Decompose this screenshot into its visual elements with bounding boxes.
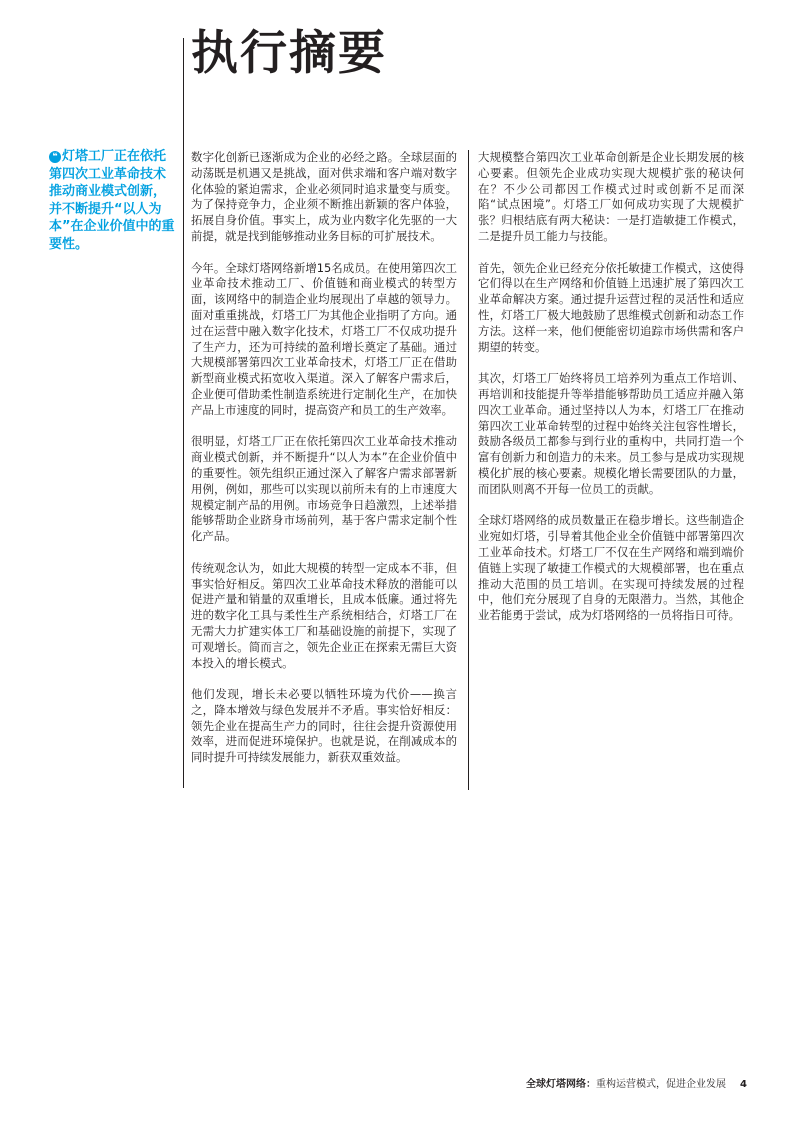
page-number: 4 <box>740 1079 747 1090</box>
body-column-2 <box>478 150 744 640</box>
pull-quote-text: 灯塔工厂正在依托第四次工业革命技术推动商业模式创新，并不断提升“以人为本”在企业价值中的重要性。 <box>49 149 175 252</box>
pull-quote <box>49 148 175 253</box>
title-rule <box>183 38 184 788</box>
paragraph: 数字化创新已逐渐成为企业的必经之路。全球层面的动荡既是机遇又是挑战，面对供求端和客户端对数字化体验的紧迫需求，企业必须同时追求量变与质变。为了保持竞争力，企业须不断推出新颖的客户体验，拓展自身价值。事实上，成为业内数字化先驱的一大前提，就是找到能够推动业务目标的可扩展技术。 <box>191 150 457 243</box>
paragraph: 今年。全球灯塔网络新增15名成员。在使用第四次工业革命技术推动工厂、价值链和商业模式的转型方面，该网络中的制造企业均展现出了卓越的领导力。面对重重挑战，灯塔工厂为其他企业指明了方向。通过在运营中融入数字化技术，灯塔工厂不仅成功提升了生产力，还为可持续的盈利增长奠定了基础。通过大规模部署第四次工业革命技术，灯塔工厂正在借助新型商业模式拓宽收入渠道。深入了解客户需求后，企业便可借助柔性制造系统进行定制化生产，在加快产品上市速度的同时，提高资产和员工的生产效率。 <box>191 260 457 417</box>
page-footer <box>526 1075 747 1090</box>
body-column-1 <box>191 150 457 782</box>
paragraph: 全球灯塔网络的成员数量正在稳步增长。这些制造企业宛如灯塔，引导着其他企业全价值链中部署第四次工业革命技术。灯塔工厂不仅在生产网络和端到端价值链上实现了敏捷工作模式的大规模部署，也在重点推动大范围的员工培训。在实现可持续发展的过程中，他们充分展现了自身的无限潜力。当然，其他企业若能勇于尝试，成为灯塔网络的一员将指日可待。 <box>478 513 744 623</box>
footer-brand: 全球灯塔网络： <box>526 1079 597 1090</box>
column-divider <box>468 150 469 790</box>
paragraph: 他们发现，增长未必要以牺牲环境为代价——换言之，降本增效与绿色发展并不矛盾。事实恰好相反：领先企业在提高生产力的同时，往往会提升资源使用效率，进而促进环境保护。也就是说，在削减成本的同时提升可持续发展能力，新获双重效益。 <box>191 687 457 765</box>
paragraph: 首先，领先企业已经充分依托敏捷工作模式，这使得它们得以在生产网络和价值链上迅速扩展了第四次工业革命解决方案。通过提升运营过程的灵活性和适应性，灯塔工厂极大地鼓励了思维模式创新和动态工作方法。这样一来，他们便能密切追踪市场供需和客户期望的转变。 <box>478 260 744 354</box>
paragraph: 传统观念认为，如此大规模的转型一定成本不菲，但事实恰好相反。第四次工业革命技术释放的潜能可以促进产量和销量的双重增长，且成本低廉。通过将先进的数字化工具与柔性生产系统相结合，灯塔工厂在无需大力扩建实体工厂和基础设施的前提下，实现了可观增长。简而言之，领先企业正在探索无需巨大资本投入的增长模式。 <box>191 560 457 670</box>
footer-subtitle: 重构运营模式，促进企业发展 <box>596 1079 727 1090</box>
page-title: 执行摘要 <box>191 26 387 81</box>
paragraph: 其次，灯塔工厂始终将员工培养列为重点工作培训、再培训和技能提升等举措能够帮助员工适应并融入第四次工业革命。通过坚持以人为本，灯塔工厂在推动第四次工业革命转型的过程中始终关注包容性增长，鼓励各级员工都参与到行业的重构中，共同打造一个富有创新力和创造力的未来。员工参与是成功实现规模化扩展的核心要素。规模化增长需要团队的力量，而团队则离不开每一位员工的贡献。 <box>478 371 744 496</box>
quote-mark-icon: ❝ <box>49 151 61 163</box>
paragraph: 很明显，灯塔工厂正在依托第四次工业革命技术推动商业模式创新，并不断提升“以人为本”在企业价值中的重要性。领先组织正通过深入了解客户需求部署新用例，例如，那些可以实现以前所未有的上市速度大规模定制产品的用例。市场竞争日趋激烈，上述举措能够帮助企业跻身市场前列，基于客户需求定制个性化产品。 <box>191 434 457 544</box>
paragraph: 大规模整合第四次工业革命创新是企业长期发展的核心要素。但领先企业成功实现大规模扩张的秘诀何在？不少公司都因工作模式过时或创新不足而深陷“试点困境”。灯塔工厂如何成功实现了大规模扩张？归根结底有两大秘诀：一是打造敏捷工作模式，二是提升员工能力与技能。 <box>478 150 744 243</box>
